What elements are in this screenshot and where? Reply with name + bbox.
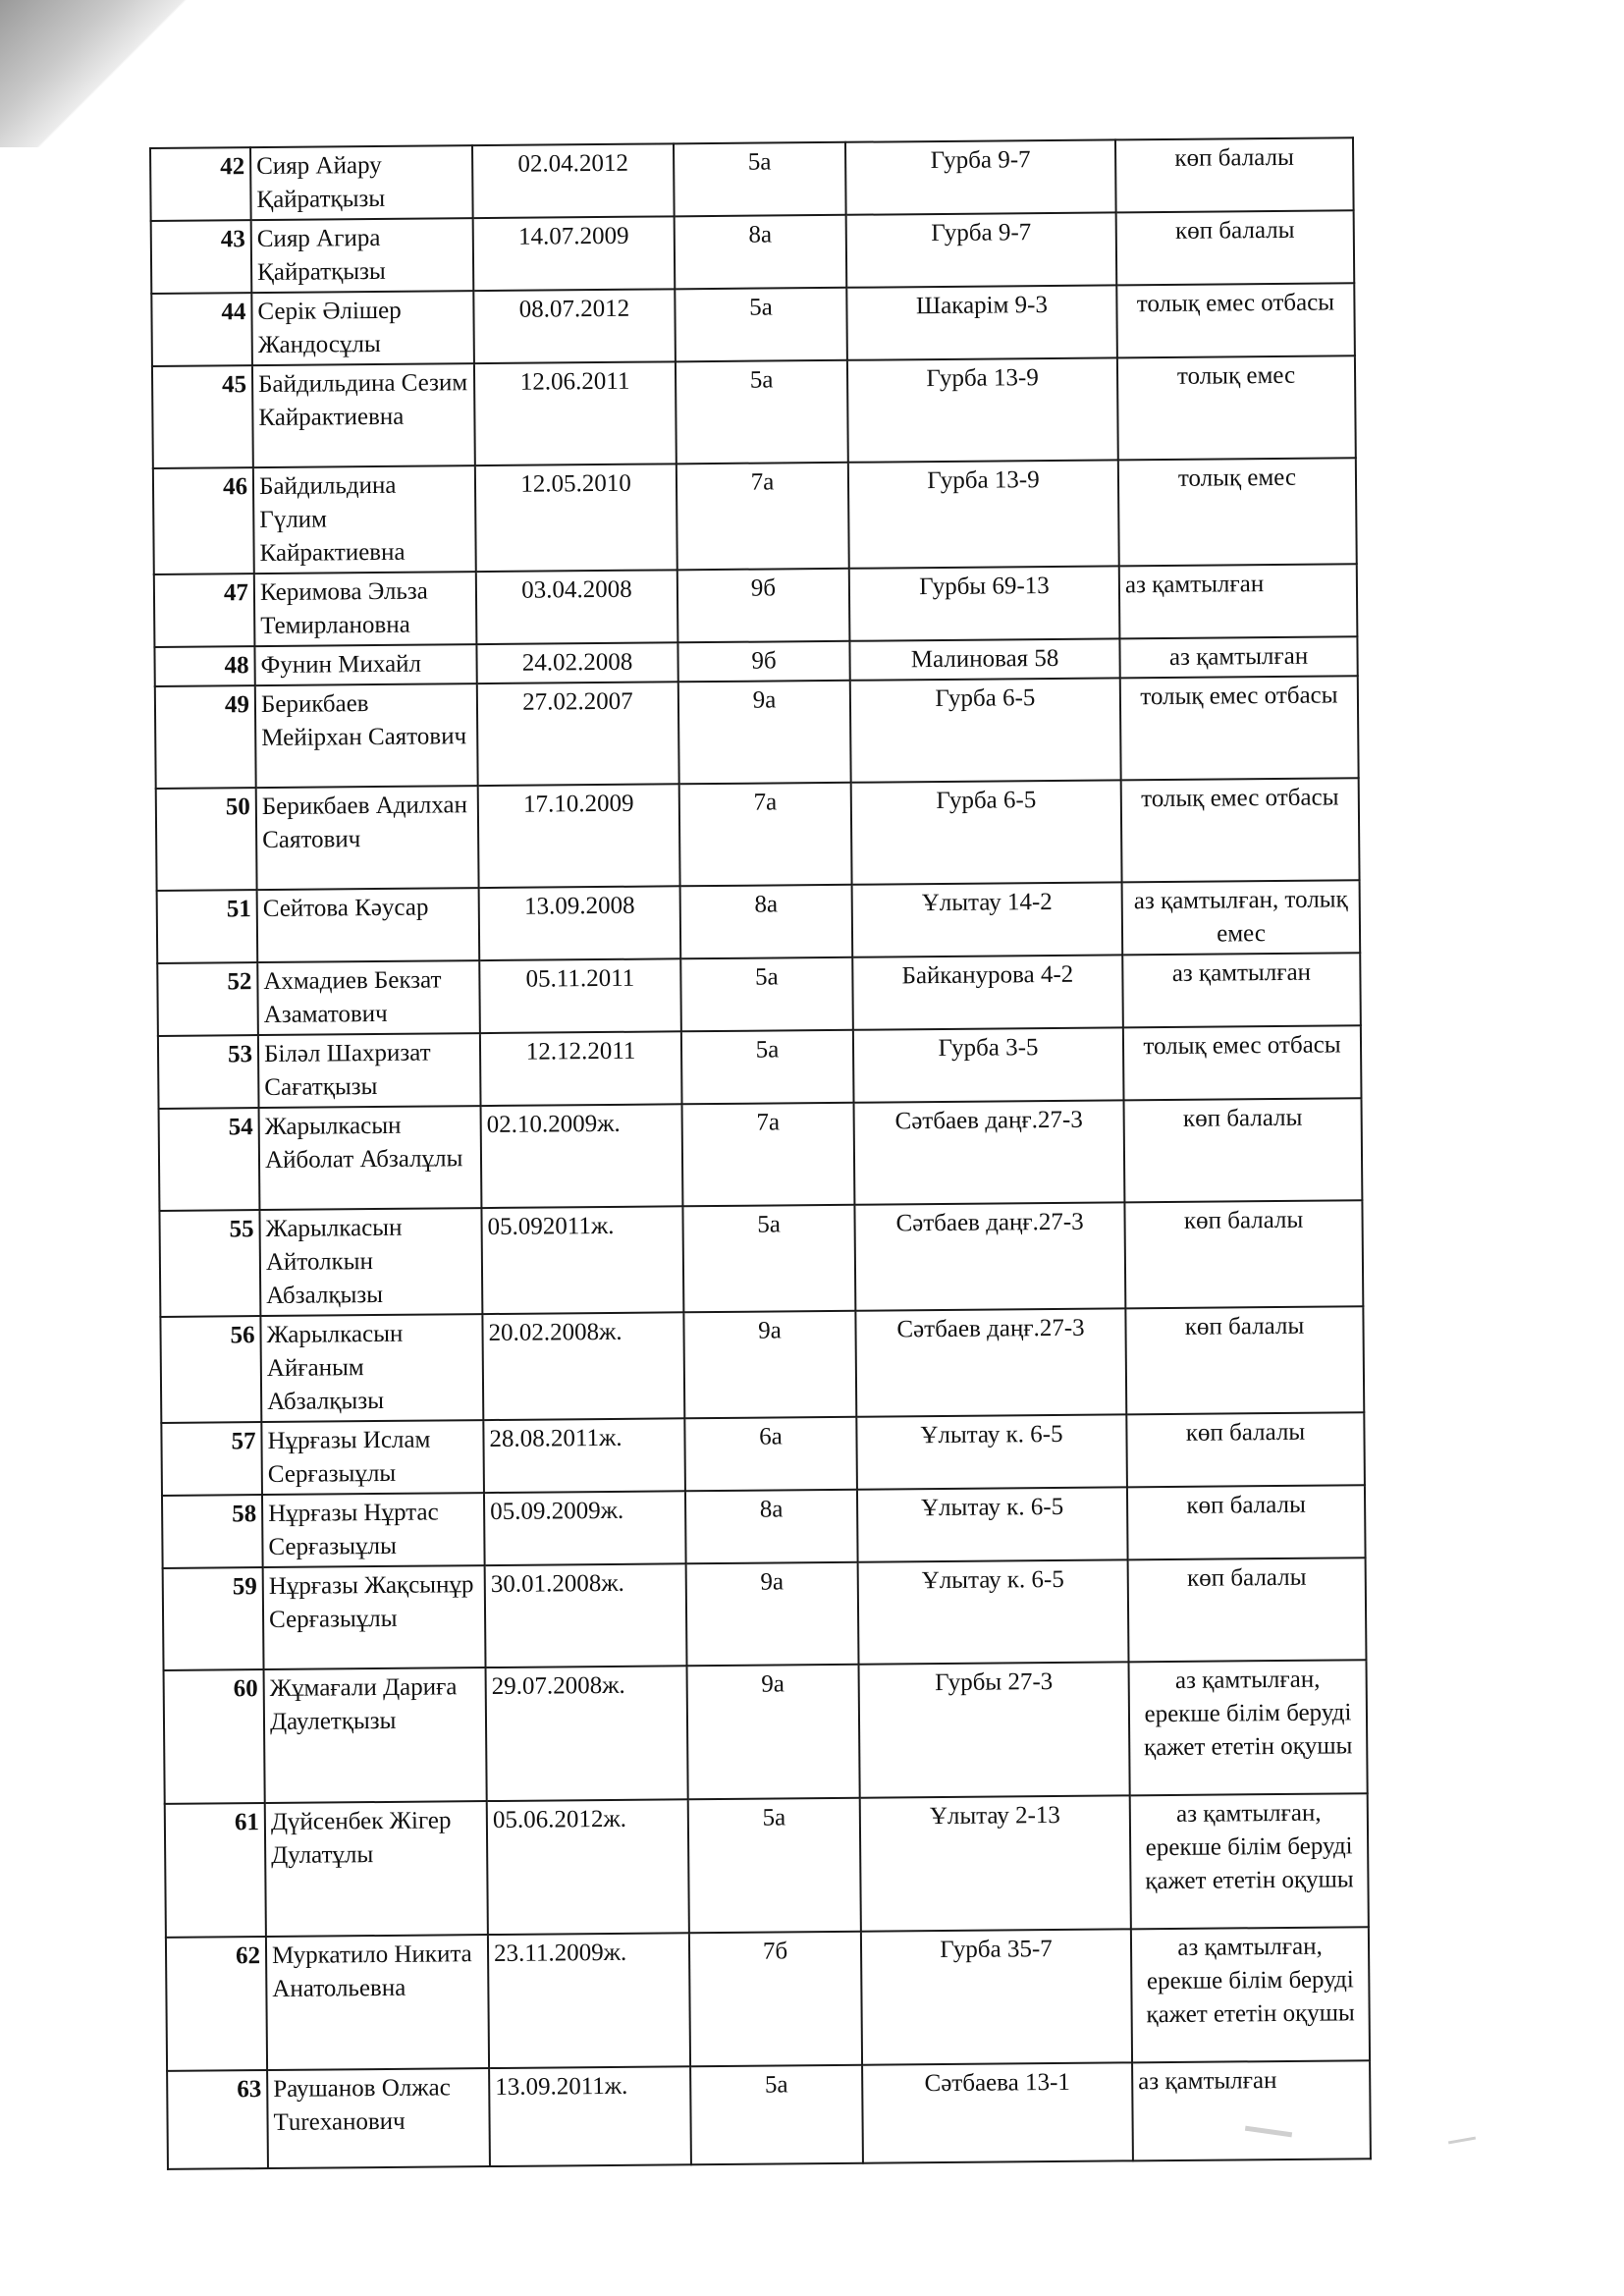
class: 8а (675, 215, 847, 290)
class: 9а (686, 1562, 859, 1667)
student-name: Жарылкасын Айғаным Абзалқызы (260, 1314, 483, 1422)
class: 9б (677, 569, 850, 643)
table-row (158, 1025, 1362, 1109)
row-number: 44 (151, 293, 252, 366)
row-number: 46 (153, 467, 254, 574)
status: аз қамтылған (1119, 636, 1357, 678)
birth-date: 17.10.2009 (478, 784, 680, 888)
birth-date: 13.09.2011ж. (489, 2066, 691, 2166)
student-table (149, 137, 1372, 2170)
row-number: 45 (152, 365, 253, 468)
table-row (153, 458, 1357, 574)
student-name: Муркатило Никита Анатольевна (266, 1935, 489, 2070)
class: 5а (681, 1030, 854, 1105)
row-number: 59 (163, 1567, 264, 1670)
birth-date: 03.04.2008 (476, 570, 678, 644)
address: Байканурова 4-2 (852, 955, 1123, 1029)
class: 5а (690, 2065, 863, 2165)
row-number: 53 (158, 1035, 259, 1109)
status: көп балалы (1115, 137, 1354, 212)
birth-date: 12.05.2010 (475, 464, 677, 572)
address: Гурба 13-9 (848, 460, 1119, 568)
class: 9а (683, 1311, 856, 1419)
status: көп балалы (1124, 1098, 1363, 1202)
table-row (151, 210, 1355, 294)
status: толық емес (1117, 355, 1356, 460)
row-number: 60 (164, 1669, 265, 1804)
table-row (160, 1306, 1364, 1423)
row-number: 55 (159, 1210, 260, 1317)
birth-date: 30.01.2008ж. (485, 1563, 687, 1667)
status: аз қамтылған, ерекше білім беруді қажет ететін оқушы (1128, 1660, 1367, 1795)
address: Малиновая 58 (849, 638, 1119, 680)
status: аз қамтылған, ерекше білім беруді қажет ететін оқушы (1131, 1927, 1370, 2062)
row-number: 54 (159, 1108, 260, 1211)
table-row (161, 1412, 1365, 1496)
row-number: 42 (150, 147, 251, 221)
row-number: 56 (160, 1316, 261, 1423)
birth-date: 08.07.2012 (473, 289, 676, 363)
table-row (156, 778, 1360, 891)
class: 9б (677, 641, 849, 683)
birth-date: 13.09.2008 (479, 886, 681, 960)
address: Ұлытау 2-13 (860, 1795, 1131, 1931)
student-table-body (150, 137, 1371, 2169)
status: аз қамтылған, толық емес (1122, 880, 1361, 955)
address: Гурба 3-5 (853, 1027, 1124, 1102)
row-number: 57 (161, 1422, 262, 1496)
birth-date: 05.09.2009ж. (484, 1491, 686, 1565)
table-row (159, 1098, 1363, 1211)
table-row (154, 564, 1358, 647)
birth-date: 12.12.2011 (480, 1031, 682, 1106)
student-name: Нұрғазы Жақсынұр Серғазыұлы (263, 1565, 486, 1669)
class: 5а (688, 1798, 861, 1934)
row-number: 51 (157, 890, 258, 963)
row-number: 62 (166, 1937, 267, 2071)
status: толық емес отбасы (1116, 283, 1355, 357)
row-number: 43 (151, 220, 252, 294)
row-number: 48 (154, 646, 254, 686)
class: 7а (677, 463, 849, 571)
status: аз қамтылған, ерекше білім беруді қажет ететін оқушы (1130, 1793, 1369, 1929)
table-row (164, 1660, 1368, 1804)
student-name: Жұмағали Дариға Даулетқызы (264, 1667, 487, 1803)
address: Гурба 9-7 (845, 139, 1116, 214)
class: 8а (685, 1490, 858, 1564)
status: көп балалы (1124, 1200, 1363, 1308)
student-name: Жарылкасын Айтолкын Абзалқызы (259, 1208, 482, 1316)
class: 8а (680, 885, 853, 959)
table-row (163, 1558, 1367, 1670)
address: Ұлытау к. 6-5 (858, 1559, 1129, 1664)
address: Гурба 9-7 (846, 212, 1117, 287)
birth-date: 05.11.2011 (479, 958, 681, 1033)
document-sheet (149, 137, 1370, 2170)
student-name: Байдильдина Сезим Кайрактиевна (252, 363, 475, 467)
row-number: 49 (155, 685, 256, 789)
table-row (159, 1200, 1363, 1317)
table-row (152, 355, 1356, 468)
row-number: 50 (156, 788, 257, 891)
row-number: 63 (167, 2070, 268, 2169)
student-name: Берикбаев Адилхан Саятович (256, 786, 479, 890)
table-row (157, 953, 1361, 1036)
row-number: 52 (157, 962, 258, 1036)
table-row (155, 676, 1359, 789)
birth-date: 14.07.2009 (473, 216, 676, 291)
status: көп балалы (1127, 1485, 1366, 1559)
status: аз қамтылған (1122, 953, 1361, 1027)
address: Ұлытау к. 6-5 (857, 1487, 1128, 1561)
birth-date: 12.06.2011 (474, 361, 677, 465)
address: Ұлытау к. 6-5 (856, 1414, 1127, 1489)
student-name: Сияр Агира Қайратқызы (251, 218, 474, 293)
student-name: Дүйсенбек Жігер Дулатұлы (265, 1801, 488, 1937)
class: 7а (682, 1103, 855, 1207)
birth-date: 20.02.2008ж. (482, 1312, 684, 1420)
student-name: Нұрғазы Ислам Серғазыұлы (261, 1420, 484, 1495)
student-name: Фунин Михайл (254, 644, 476, 685)
birth-date: 05.06.2012ж. (487, 1799, 689, 1935)
address: Гурба 6-5 (850, 678, 1121, 782)
address: Сәтбаева 13-1 (862, 2062, 1133, 2162)
address: Гурба 35-7 (861, 1929, 1132, 2064)
student-name: Ахмадиев Бекзат Азаматович (257, 960, 480, 1035)
student-name: Сияр Айару Қайратқызы (250, 145, 473, 220)
address: Гурба 13-9 (847, 357, 1118, 462)
status: көп балалы (1126, 1412, 1365, 1487)
student-name: Байдильдина Гүлим Кайрактиевна (253, 465, 476, 574)
table-row (150, 137, 1354, 221)
student-name: Раушанов Олжас Тureханович (267, 2068, 490, 2168)
class: 5а (682, 1205, 855, 1313)
status: аз қамтылған (1132, 2060, 1371, 2160)
class: 5а (676, 360, 848, 465)
student-name: Серік Әлішер Жандосұлы (251, 291, 474, 365)
status: көп балалы (1125, 1306, 1364, 1414)
class: 9а (678, 681, 851, 785)
status: толық емес (1118, 458, 1357, 566)
address: Сәтбаев даңғ.27-3 (854, 1100, 1125, 1204)
status: толық емес отбасы (1120, 676, 1359, 780)
address: Ұлытау 14-2 (852, 882, 1123, 957)
table-row (166, 1927, 1370, 2071)
student-name: Берикбаев Мейірхан Саятович (255, 683, 478, 788)
table-row (167, 2060, 1371, 2169)
student-name: Керимова Эльза Темирлановна (254, 572, 477, 646)
row-number: 58 (162, 1495, 263, 1568)
birth-date: 05.092011ж. (481, 1206, 683, 1314)
address: Сәтбаев даңғ.27-3 (854, 1202, 1125, 1310)
birth-date: 02.10.2009ж. (481, 1104, 683, 1208)
address: Шакарім 9-3 (846, 285, 1117, 359)
class: 5а (680, 957, 853, 1032)
scan-mark (1448, 2137, 1476, 2145)
birth-date: 28.08.2011ж. (483, 1418, 685, 1493)
class: 9а (687, 1665, 860, 1800)
class: 6а (684, 1417, 857, 1492)
birth-date: 29.07.2008ж. (486, 1666, 688, 1801)
address: Гурба 6-5 (851, 780, 1122, 884)
student-name: Білəл Шахризат Сағатқызы (258, 1033, 481, 1108)
row-number: 61 (165, 1803, 266, 1938)
birth-date: 27.02.2007 (477, 682, 679, 786)
status: толық емес отбасы (1121, 778, 1360, 882)
address: Гурбы 69-13 (849, 566, 1120, 640)
student-name: Нұрғазы Нұртас Серғазыұлы (262, 1493, 485, 1567)
birth-date: 02.04.2012 (472, 143, 675, 218)
birth-date: 24.02.2008 (476, 642, 677, 683)
status: көп балалы (1128, 1558, 1367, 1662)
class: 7б (689, 1932, 862, 2067)
class: 5а (675, 288, 847, 362)
table-row (151, 283, 1355, 366)
address: Сәтбаев даңғ.27-3 (855, 1308, 1126, 1416)
class: 7а (679, 783, 852, 887)
student-name: Жарылкасын Айболат Абзалұлы (259, 1106, 482, 1210)
table-row (157, 880, 1361, 963)
table-row (162, 1485, 1366, 1568)
row-number: 47 (154, 574, 255, 647)
student-name: Сейтова Кәусар (257, 888, 480, 962)
table-row (165, 1793, 1369, 1938)
class: 5а (674, 142, 846, 217)
status: көп балалы (1116, 210, 1355, 285)
scan-corner-fold (0, 0, 187, 147)
birth-date: 23.11.2009ж. (488, 1933, 690, 2068)
status: толық емес отбасы (1123, 1025, 1362, 1100)
status: аз қамтылған (1119, 564, 1358, 638)
address: Гурбы 27-3 (859, 1662, 1130, 1797)
